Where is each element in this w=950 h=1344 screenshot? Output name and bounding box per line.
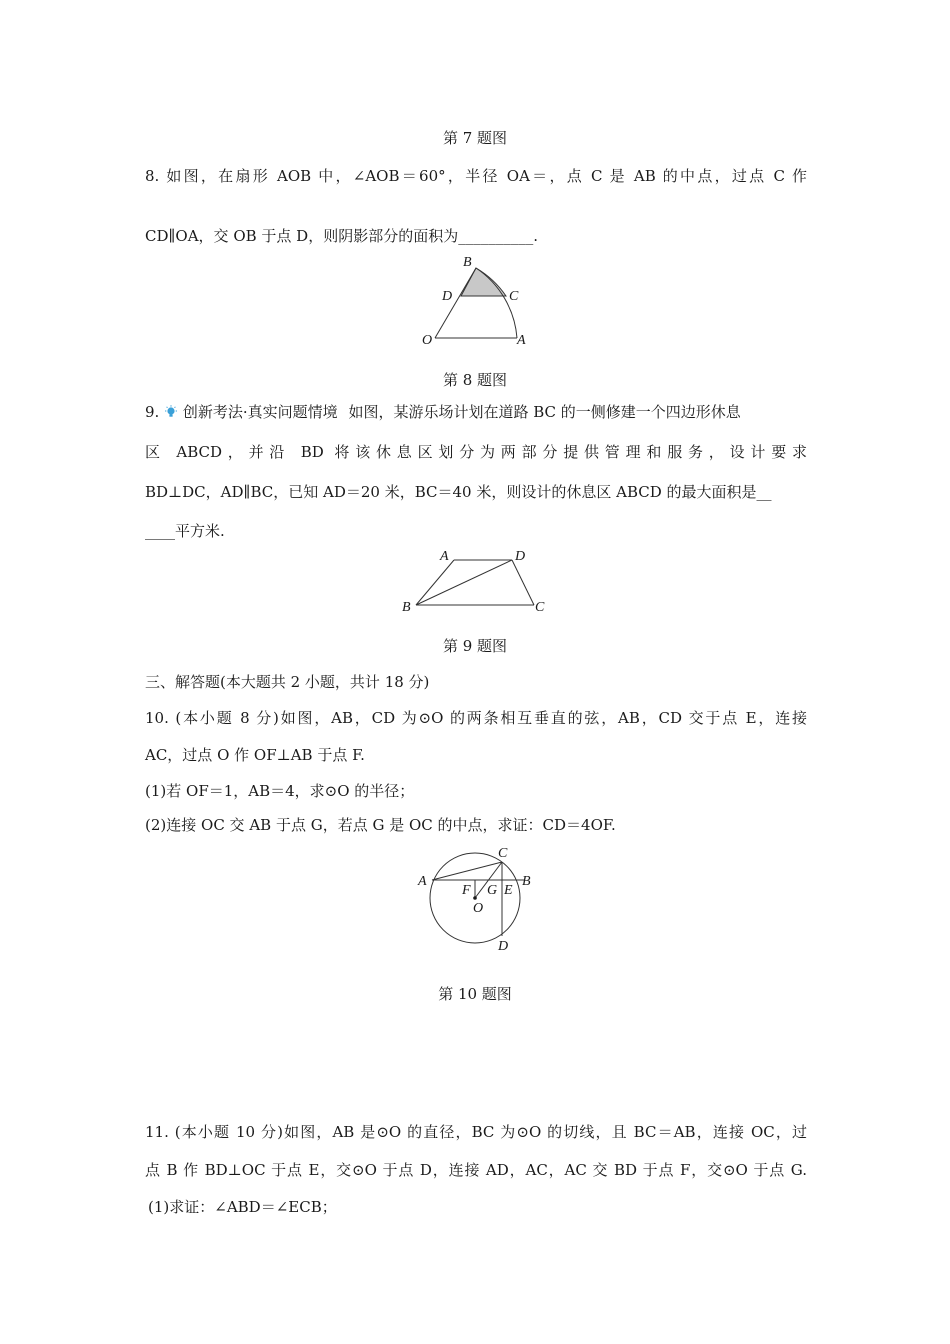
q11-text-line2: 点 B 作 BD⊥OC 于点 E，交⊙O 于点 D，连接 AD，AC，AC 交 BD 于点 F，交⊙O 于点 G. — [145, 1161, 807, 1179]
label-B: B — [402, 600, 411, 615]
label-C: C — [509, 289, 519, 304]
label-B: B — [463, 255, 472, 270]
q9-number: 9. — [145, 403, 160, 421]
label-E: E — [504, 883, 513, 898]
label-C: C — [498, 846, 508, 861]
label-D: D — [498, 939, 509, 954]
figure-9-caption: 第 9 题图 — [442, 637, 508, 655]
label-A: A — [418, 874, 427, 889]
q10-text-line1: 10. (本小题 8 分)如图，AB，CD 为⊙O 的两条相互垂直的弦，AB，CD 交于点 E，连接 — [145, 709, 807, 727]
label-F: F — [462, 883, 471, 898]
label-A: A — [440, 549, 449, 564]
label-A: A — [517, 333, 526, 348]
label-D: D — [442, 289, 453, 304]
q10-text-line2: AC，过点 O 作 OF⊥AB 于点 F. — [145, 746, 365, 764]
figure-7-caption: 第 7 题图 — [442, 129, 508, 147]
q9-tag: 创新考法·真实问题情境 — [182, 403, 338, 421]
q8-text-line1: 8. 如图，在扇形 AOB 中，∠AOB＝60°，半径 OA＝，点 C 是 AB 的中点，过点 C 作 — [145, 167, 807, 185]
q9-text-line3: BD⊥DC，AD∥BC，已知 AD＝20 米，BC＝40 米，则设计的休息区 ABCD 的最大面积是__ — [145, 483, 772, 501]
q9-text-line2: 区 ABCD，并沿 BD 将该休息区划分为两部分提供管理和服务，设计要求 — [145, 443, 807, 461]
q11-part1: (1)求证：∠ABD＝∠ECB； — [148, 1198, 337, 1216]
label-O: O — [422, 333, 433, 348]
label-B: B — [522, 874, 531, 889]
figure-10-caption: 第 10 题图 — [438, 985, 512, 1003]
label-D: D — [515, 549, 526, 564]
label-O: O — [473, 901, 484, 916]
q11-text-line1: 11. (本小题 10 分)如图，AB 是⊙O 的直径，BC 为⊙O 的切线，且 BC＝AB，连接 OC，过 — [145, 1123, 807, 1141]
figure-8-caption: 第 8 题图 — [442, 371, 508, 389]
q8-text-line2: CD∥OA，交 OB 于点 D，则阴影部分的面积为__________. — [145, 227, 538, 245]
q8-sector-figure — [410, 250, 540, 350]
q9-text-line1 — [145, 402, 807, 422]
lightbulb-icon — [164, 405, 178, 419]
label-G: G — [487, 883, 498, 898]
q10-part2: (2)连接 OC 交 AB 于点 G，若点 G 是 OC 的中点，求证：CD＝4OF. — [145, 816, 616, 834]
q10-circle-figure — [410, 838, 540, 958]
q9-trapezoid-figure — [390, 540, 560, 620]
section-3-heading: 三、解答题(本大题共 2 小题，共计 18 分) — [145, 673, 430, 691]
label-C: C — [535, 600, 545, 615]
q9-text-line4: ____平方米. — [145, 522, 225, 540]
q10-part1: (1)若 OF＝1，AB＝4，求⊙O 的半径； — [145, 782, 415, 800]
q9-line1-body: 如图，某游乐场计划在道路 BC 的一侧修建一个四边形休息 — [348, 403, 741, 421]
